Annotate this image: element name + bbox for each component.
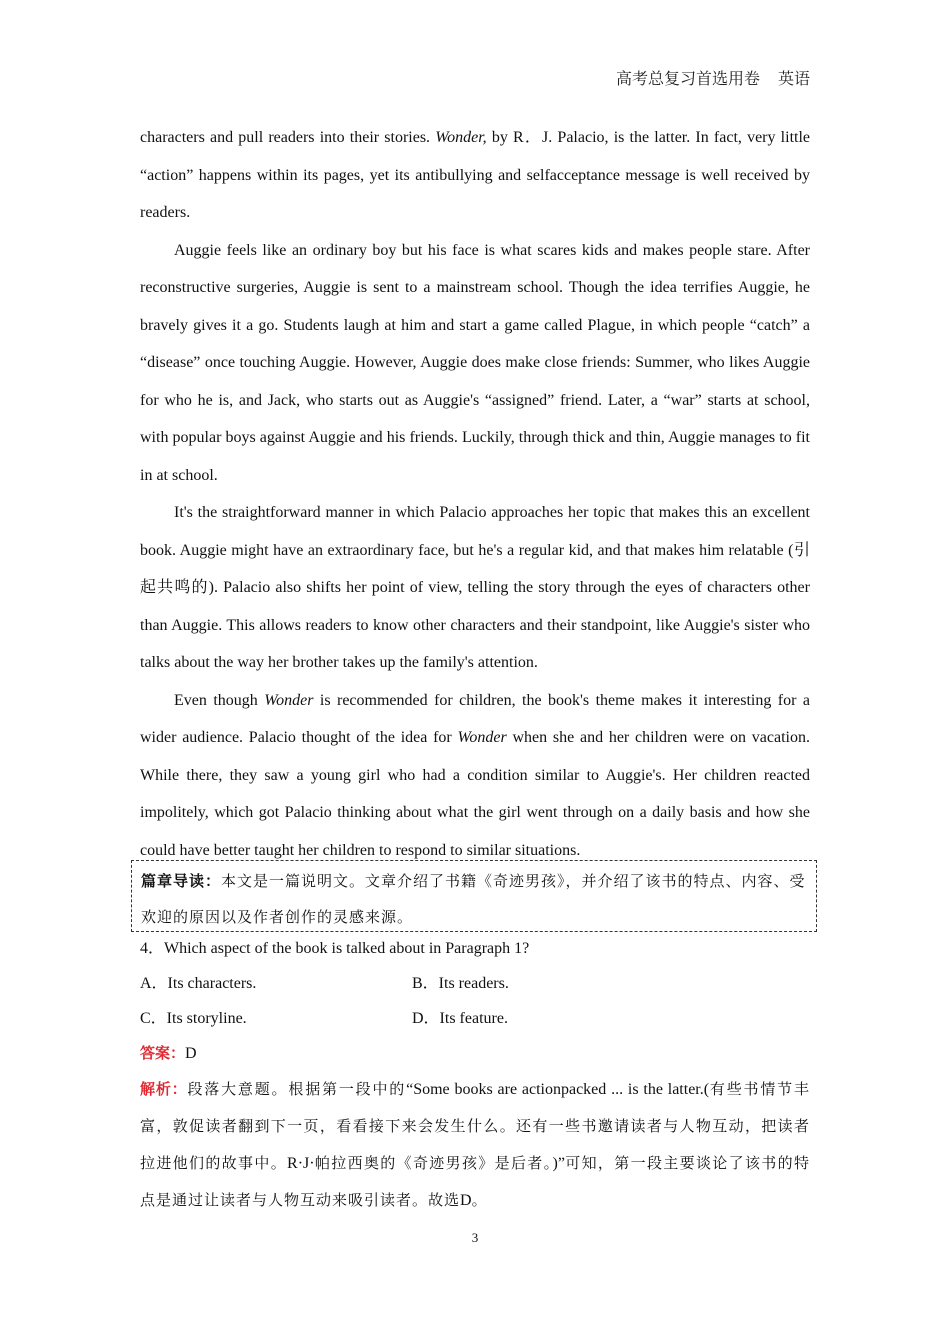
paragraph-4: [140, 682, 810, 870]
book-title: Wonder,: [435, 129, 487, 146]
paragraph-1: [140, 119, 810, 232]
text-run: 帕拉西奥的《奇迹男孩》是后者。: [314, 1154, 553, 1172]
reading-guide-box: [131, 860, 817, 932]
option-c: C．Its storyline.: [140, 1010, 247, 1027]
text-run: 有些书情节丰富，敦促读者翻到下一页，看看接下来会发生什么。还有一些书邀请读者与人物互动，把读者拉进他们的故事中。: [140, 1080, 810, 1172]
analysis-label: 解析：: [140, 1080, 188, 1098]
options-row-1: [140, 966, 810, 1001]
paragraph-2: Auggie feels like an ordinary boy but his face is what scares kids and makes people stare. After reconstructive surgeries, Auggie is sent to a mainstream school. Though the idea terrifies Auggie, he bravely gives it a go. Students laugh at him and start a game called Plague, in which people “catch” a “disease” once touching Auggie. However, Auggie does make close friends: Summer, who likes Auggie for who he is, and Jack, who starts out as Auggie's “assigned” friend. Later, a “war” starts at school, with popular boys against Auggie and his friends. Luckily, through thick and thin, Auggie manages to fit in at school.: [140, 241, 810, 484]
text-run: Even though: [174, 691, 265, 709]
text-run: 。: [471, 1191, 488, 1209]
question-stem: 4．Which aspect of the book is talked about in Paragraph 1?: [140, 940, 530, 957]
passage: [140, 119, 810, 869]
options-row-2: [140, 1001, 810, 1036]
text-run: R·J·: [287, 1155, 315, 1172]
answer-label: 答案：: [140, 1044, 186, 1062]
answer-value: D: [185, 1045, 197, 1062]
option-d: D．Its feature.: [412, 1010, 508, 1027]
text-run: )”: [552, 1155, 565, 1172]
option-b: B．Its readers.: [412, 975, 509, 992]
guide-label: 篇章导读：: [141, 872, 222, 890]
text-run: characters and pull readers into their stories.: [140, 129, 436, 146]
text-run: “Some books are actionpacked ... is the latter.(: [406, 1081, 710, 1098]
text-run: by R．J. Palacio, is the latter. In fact, very little “action” happens within its pages, yet its antibullying and selfacceptance message is well received by readers.: [140, 129, 811, 221]
answer-line: [140, 1036, 197, 1071]
book-title: Wonder: [457, 729, 507, 746]
header-title: 高考总复习首选用卷: [615, 71, 760, 88]
paragraph-3: It's the straightforward manner in which Palacio approaches her topic that makes this an excellent book. Auggie might have an extraordinary face, but he's a regular kid, and that makes him relatable (引起共鸣的). Palacio also shifts her point of view, telling the story through the eyes of characters other than Auggie. This allows readers to know other characters and their standpoint, like Auggie's sister who talks about the way her brother takes up the family's attention.: [140, 504, 810, 671]
page-number: 3: [471, 1230, 479, 1245]
guide-text: 本文是一篇说明文。文章介绍了书籍《奇迹男孩》，并介绍了该书的特点、内容、受欢迎的原因以及作者创作的灵感来源。: [141, 872, 806, 926]
question-4: [140, 931, 810, 1036]
analysis: [140, 1071, 810, 1219]
option-a: A．Its characters.: [140, 975, 257, 992]
text-run: D: [460, 1192, 472, 1209]
text-run: 可知，第一段主要谈论了该书的特点是通过让读者与人物互动来吸引读者。故选: [140, 1154, 810, 1209]
page-header: [616, 66, 810, 89]
header-subject: 英语: [777, 71, 810, 88]
text-run: when she and her children were on vacation. While there, they saw a young girl who had a condition similar to Auggie's. Her children reacted impolitely, which got Palacio thinking about what the girl went through on a daily basis and how she could have better taught her children to respond to similar situations.: [140, 729, 810, 859]
text-run: 段落大意题。根据第一段中的: [187, 1080, 407, 1098]
text-run: is recommended for children, the book's theme makes it interesting for a wider audience. Palacio thought of the idea for: [140, 691, 811, 746]
book-title: Wonder: [264, 691, 314, 709]
